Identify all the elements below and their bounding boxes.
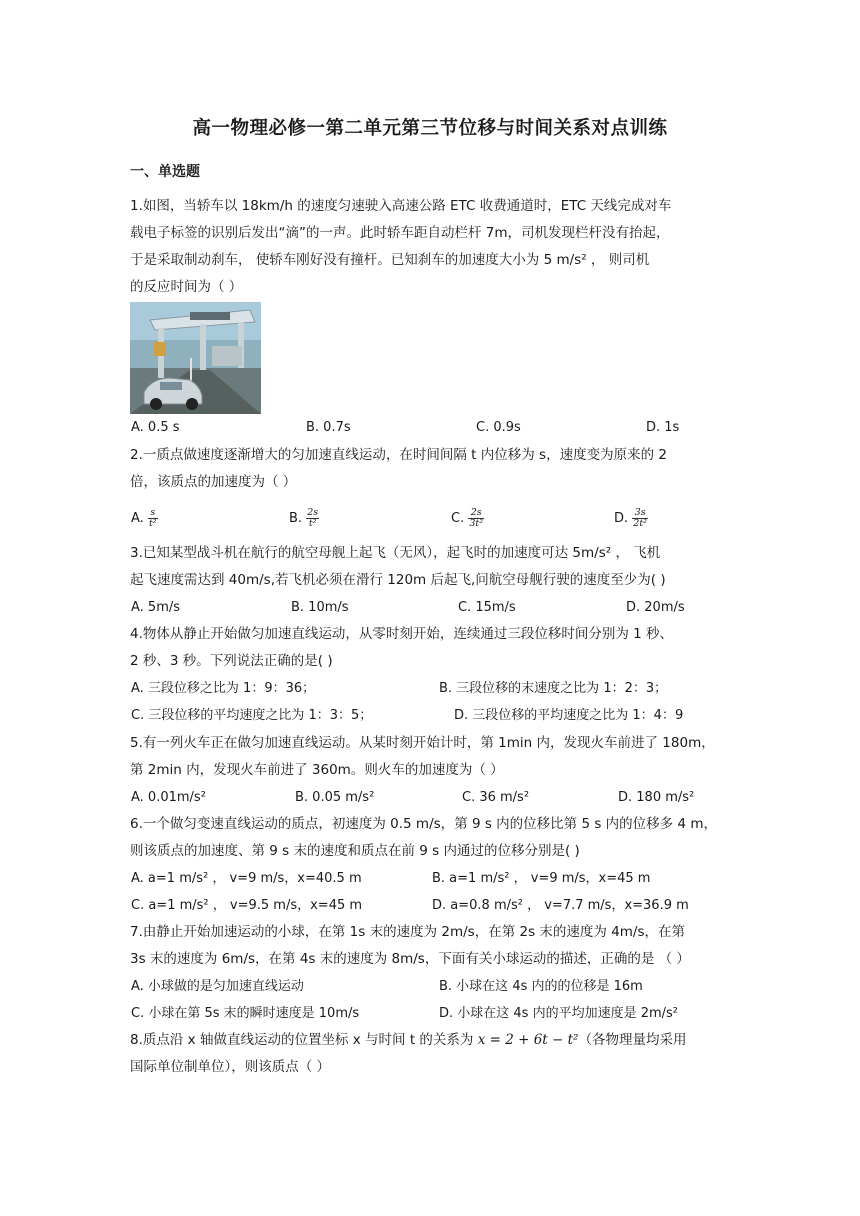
- q1-option-b[interactable]: B. 0.7s: [306, 420, 351, 435]
- fraction-numerator: 3s: [632, 508, 648, 519]
- q2-option-b-label: B.: [289, 511, 303, 526]
- page-title: 高一物理必修一第二单元第三节位移与时间关系对点训练: [192, 118, 668, 139]
- q5-option-d[interactable]: D. 180 m/s²: [618, 790, 695, 805]
- fraction-denominator: t²: [148, 518, 157, 529]
- q4-option-d[interactable]: D. 三段位移的平均速度之比为 1：4：9: [454, 708, 684, 723]
- q2-option-d-label: D.: [614, 511, 629, 526]
- question-3: [130, 540, 732, 594]
- q2-option-a-fraction: [148, 508, 158, 529]
- section-heading: 一、单选题: [130, 164, 200, 180]
- question-2-line-2: 倍，该质点的加速度为（ ）: [130, 474, 297, 490]
- q7-option-c[interactable]: C. 小球在第 5s 末的瞬时速度是 10m/s: [131, 1006, 360, 1021]
- question-2-options: [0, 506, 860, 534]
- question-6: [130, 811, 732, 865]
- fraction-numerator: 2s: [307, 507, 319, 518]
- q2-option-c-label: C.: [451, 511, 465, 526]
- q7-option-d[interactable]: D. 小球在这 4s 内的平均加速度是 2m/s²: [439, 1006, 679, 1021]
- q2-option-b-fraction: [306, 508, 319, 529]
- q3-option-a[interactable]: A. 5m/s: [131, 600, 181, 615]
- question-8-line-1: [130, 1027, 732, 1054]
- question-4-line-2: 2 秒、3 秒。下列说法正确的是( ): [130, 653, 333, 669]
- question-2: [130, 442, 732, 496]
- question-1-line-1: 1.如图，当轿车以 18km/h 的速度匀速驶入高速公路 ETC 收费通道时，ETC 天线完成对车: [130, 198, 672, 214]
- q2-option-a[interactable]: [131, 506, 158, 532]
- q2-option-d-fraction: [632, 508, 648, 529]
- question-4: [130, 621, 732, 675]
- question-6-options-row-2: [0, 893, 860, 919]
- q7-option-b[interactable]: B. 小球在这 4s 内的的位移是 16m: [439, 979, 643, 994]
- q5-option-a[interactable]: A. 0.01m/s²: [131, 790, 206, 805]
- question-6-line-2: 则该质点的加速度、第 9 s 末的速度和质点在前 9 s 内通过的位移分别是( ): [130, 843, 580, 859]
- question-7-options-row-1: [0, 974, 860, 1000]
- q1-option-d[interactable]: D. 1s: [646, 420, 680, 435]
- question-1: [130, 193, 732, 301]
- question-7-line-2: 3s 末的速度为 6m/s，在第 4s 末的速度为 8m/s，下面有关小球运动的描述，正确的是 （ ）: [130, 951, 690, 967]
- question-3-line-2: 起飞速度需达到 40m/s,若飞机必须在滑行 120m 后起飞,问航空母舰行驶的速度至少为( ): [130, 572, 666, 588]
- q6-option-a[interactable]: A. a=1 m/s² ， v=9 m/s，x=40.5 m: [131, 871, 362, 886]
- question-8-line-2: 国际单位制单位），则该质点（ ）: [130, 1059, 331, 1075]
- q5-option-c[interactable]: C. 36 m/s²: [462, 790, 530, 805]
- q2-option-c[interactable]: [451, 506, 484, 532]
- q6-option-c[interactable]: C. a=1 m/s² ， v=9.5 m/s，x=45 m: [131, 898, 363, 913]
- q6-option-d[interactable]: D. a=0.8 m/s² ， v=7.7 m/s，x=36.9 m: [432, 898, 689, 913]
- fraction-denominator: 2t²: [633, 518, 647, 529]
- question-3-line-1: 3.已知某型战斗机在航行的航空母舰上起飞（无风），起飞时的加速度可达 5m/s² ， 飞机: [130, 545, 661, 561]
- etc-toll-gate-photo: [130, 302, 261, 414]
- question-7-line-1: 7.由静止开始加速运动的小球，在第 1s 末的速度为 2m/s，在第 2s 末的速度为 4m/s，在第: [130, 924, 686, 940]
- q2-option-c-fraction: [468, 508, 484, 529]
- question-1-line-4: 的反应时间为（ ）: [130, 279, 243, 295]
- question-8-text-post: （各物理量均采用: [578, 1032, 687, 1048]
- q1-option-a[interactable]: A. 0.5 s: [131, 420, 180, 435]
- question-4-line-1: 4.物体从静止开始做匀加速直线运动，从零时刻开始，连续通过三段位移时间分别为 1 秒、: [130, 626, 674, 642]
- fraction-numerator: 2s: [468, 508, 484, 519]
- q2-option-d[interactable]: [614, 506, 648, 532]
- q4-option-b[interactable]: B. 三段位移的末速度之比为 1：2：3；: [439, 681, 668, 696]
- q3-option-d[interactable]: D. 20m/s: [626, 600, 685, 615]
- question-5-options: [0, 785, 860, 811]
- question-8: [130, 1027, 732, 1081]
- position-equation: x = 2 + 6t − t²: [477, 1032, 579, 1048]
- fraction-denominator: t²: [308, 518, 317, 529]
- question-1-options: [0, 415, 860, 441]
- question-1-line-3: 于是采取制动刹车， 使轿车刚好没有撞杆。已知刹车的加速度大小为 5 m/s² ， 则司机: [130, 252, 650, 268]
- fraction-numerator: s: [148, 508, 158, 519]
- question-8-text-pre: 8.质点沿 x 轴做直线运动的位置坐标 x 与时间 t 的关系为: [130, 1032, 478, 1048]
- q3-option-c[interactable]: C. 15m/s: [458, 600, 516, 615]
- question-4-options-row-1: [0, 676, 860, 702]
- q2-option-b[interactable]: [289, 506, 319, 532]
- q7-option-a[interactable]: A. 小球做的是匀加速直线运动: [131, 979, 304, 994]
- q6-option-b[interactable]: B. a=1 m/s² ， v=9 m/s，x=45 m: [432, 871, 651, 886]
- q1-option-c[interactable]: C. 0.9s: [476, 420, 521, 435]
- question-5-line-1: 5.有一列火车正在做匀加速直线运动。从某时刻开始计时，第 1min 内，发现火车前进了 180m，: [130, 735, 715, 751]
- question-4-options-row-2: [0, 703, 860, 729]
- fraction-denominator: 3t²: [469, 518, 484, 529]
- question-7-options-row-2: [0, 1001, 860, 1027]
- toll-gate-illustration: [130, 302, 261, 414]
- q4-option-a[interactable]: A. 三段位移之比为 1：9：36；: [131, 681, 316, 696]
- question-6-line-1: 6.一个做匀变速直线运动的质点，初速度为 0.5 m/s，第 9 s 内的位移比第 5 s 内的位移多 4 m，: [130, 816, 717, 832]
- q5-option-b[interactable]: B. 0.05 m/s²: [295, 790, 375, 805]
- q4-option-c[interactable]: C. 三段位移的平均速度之比为 1：3：5；: [131, 708, 373, 723]
- question-1-line-2: 载电子标签的识别后发出“滴”的一声。此时轿车距自动栏杆 7m，司机发现栏杆没有抬起，: [130, 225, 670, 241]
- q3-option-b[interactable]: B. 10m/s: [291, 600, 349, 615]
- question-7: [130, 919, 732, 973]
- q2-option-a-label: A.: [131, 511, 144, 526]
- question-3-options: [0, 595, 860, 621]
- question-2-line-1: 2.一质点做速度逐渐增大的匀加速直线运动，在时间间隔 t 内位移为 s，速度变为原来的 2: [130, 447, 667, 463]
- question-5-line-2: 第 2min 内，发现火车前进了 360m。则火车的加速度为（ ）: [130, 762, 504, 778]
- question-6-options-row-1: [0, 866, 860, 892]
- question-5: [130, 730, 732, 784]
